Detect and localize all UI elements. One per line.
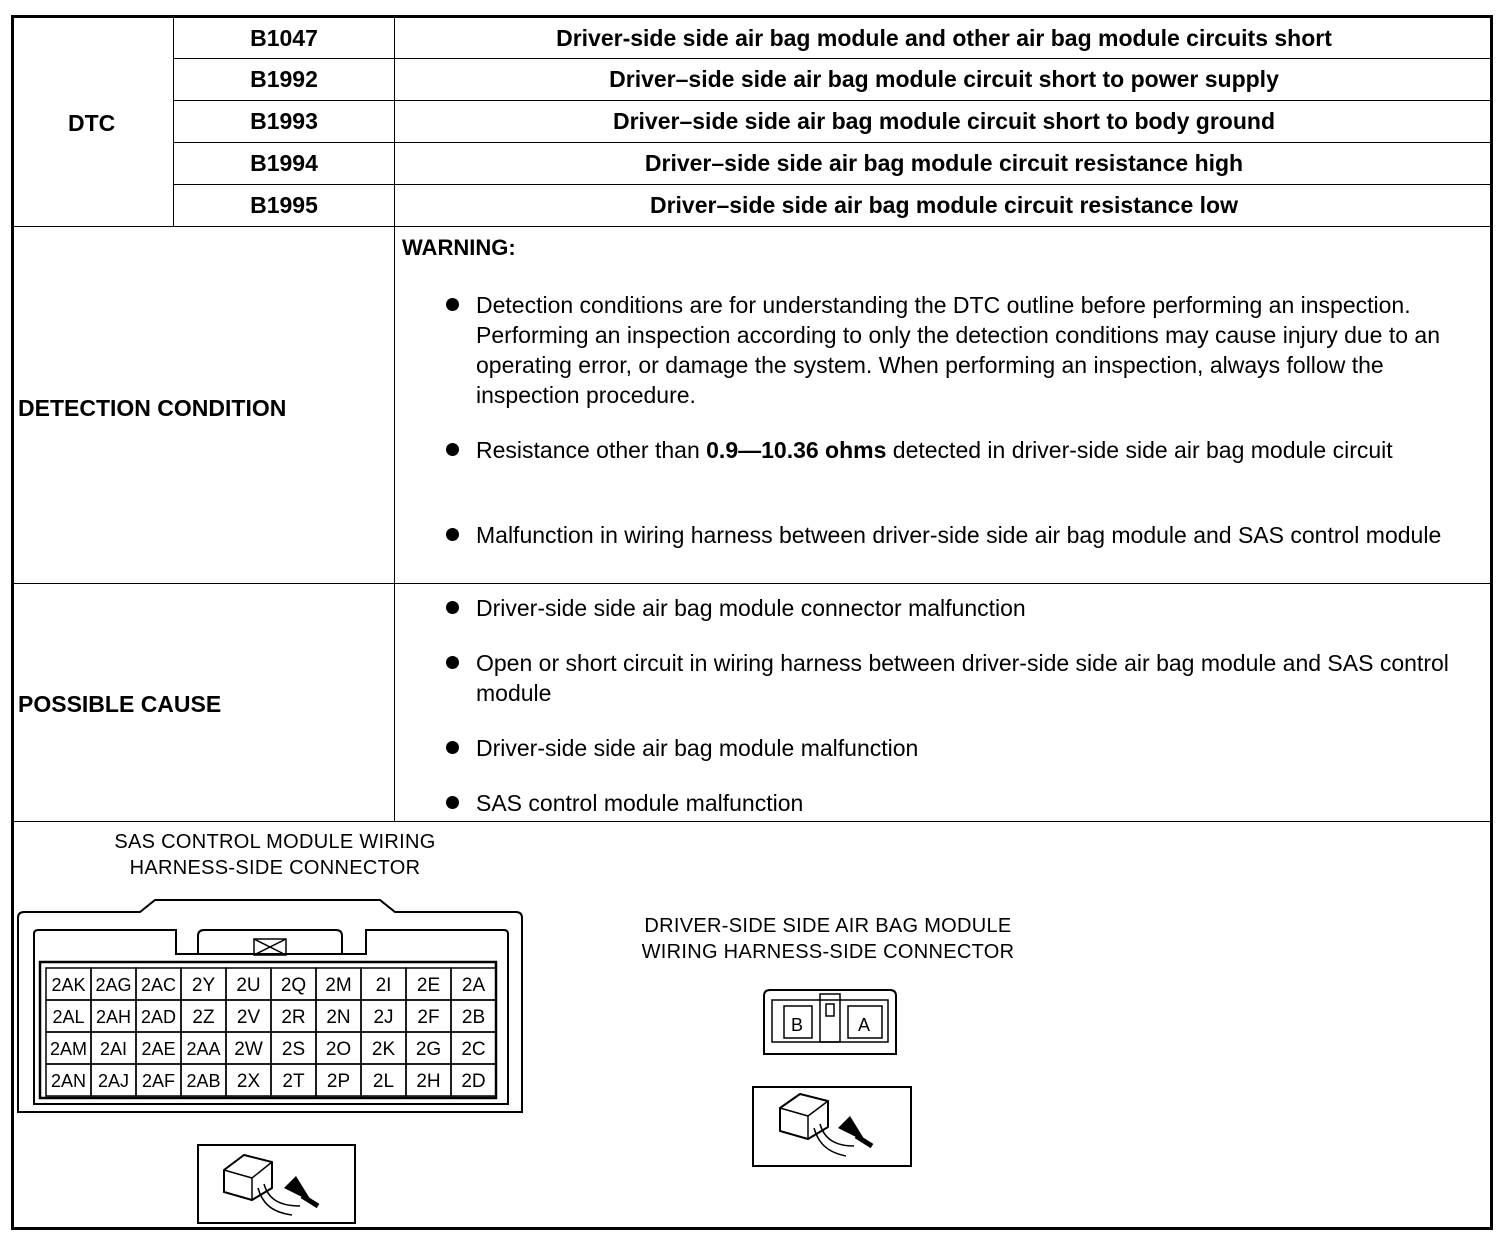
sas-pin-label: 2U	[236, 975, 261, 996]
sas-pin-label: 2Y	[191, 975, 216, 996]
possible-cause-label: POSSIBLE CAUSE	[18, 691, 222, 717]
sas-pin-label: 2I	[375, 975, 392, 996]
cause-item: Driver-side side air bag module connector malfunction	[476, 595, 1026, 621]
dtc-description: Driver–side side air bag module circuit resistance low	[649, 192, 1238, 218]
sas-pin-label: 2S	[281, 1039, 306, 1060]
airbag-pin-b: B	[790, 1015, 804, 1035]
resistance-value: 0.9—10.36 ohms	[706, 437, 887, 463]
sas-pin-label: 2AG	[95, 975, 132, 995]
dtc-description: Driver–side side air bag module circuit resistance high	[644, 150, 1244, 176]
airbag-connector	[764, 990, 896, 1054]
dtc-description: Driver–side side air bag module circuit short to power supply	[609, 66, 1279, 92]
cause-item: Open or short circuit in wiring harness between driver-side side air bag module and SAS control module	[476, 650, 1449, 706]
dtc-code: B1992	[250, 66, 318, 92]
sas-pin-label: 2AF	[141, 1071, 176, 1091]
sas-pin-label: 2J	[373, 1007, 394, 1028]
sas-pin-label: 2AC	[140, 975, 177, 995]
sas-pin-label: 2AH	[95, 1007, 132, 1027]
connector-probe-icon	[753, 1087, 911, 1166]
sas-pin-label: 2O	[325, 1039, 352, 1060]
sas-pin-label: 2D	[461, 1071, 486, 1092]
detection-condition-label: DETECTION CONDITION	[18, 395, 287, 421]
sas-pin-label: 2R	[281, 1007, 306, 1028]
airbag-connector-caption: DRIVER-SIDE SIDE AIR BAG MODULE WIRING HARNESS-SIDE CONNECTOR	[641, 915, 1015, 963]
sas-pin-label: 2Z	[192, 1007, 215, 1028]
dtc-code: B1994	[250, 150, 318, 176]
sas-pin-label: 2AK	[51, 975, 86, 995]
sas-pin-label: 2X	[236, 1071, 261, 1092]
dtc-code: B1047	[250, 24, 318, 51]
sas-pin-label: 2AN	[50, 1071, 87, 1091]
sas-pin-label: 2E	[416, 975, 441, 996]
dtc-code: B1995	[250, 192, 318, 218]
airbag-pin-a: A	[857, 1015, 871, 1035]
sas-pin-label: 2AA	[186, 1039, 221, 1059]
sas-pin-label: 2T	[282, 1071, 305, 1092]
sas-connector-caption: SAS CONTROL MODULE WIRING HARNESS-SIDE CONNECTOR	[114, 831, 436, 879]
resistance-condition: Resistance other than 0.9—10.36 ohms detected in driver-side side air bag module circuit	[476, 437, 1393, 463]
warning-text: Detection conditions are for understanding the DTC outline before performing an inspection. Performing an inspection according to only the detection conditions may cause injury due to an operating error, or damage the system. When performing an inspection, always follow the inspection procedure.	[476, 292, 1441, 408]
warning-title: WARNING:	[402, 235, 516, 260]
sas-pin-label: 2AL	[52, 1007, 85, 1027]
sas-pin-label: 2A	[461, 975, 486, 996]
dtc-description: Driver-side side air bag module and other air bag module circuits short	[556, 24, 1332, 51]
sas-pin-label: 2G	[415, 1039, 442, 1060]
sas-pin-label: 2AE	[141, 1039, 176, 1059]
sas-pin-label: 2N	[326, 1007, 351, 1028]
sas-pin-label: 2B	[461, 1007, 486, 1028]
cause-item: SAS control module malfunction	[476, 790, 804, 816]
sas-pin-label: 2Q	[280, 975, 307, 996]
sas-pin-label: 2K	[371, 1039, 396, 1060]
sas-pin-label: 2C	[461, 1039, 486, 1060]
sas-pin-label: 2W	[234, 1039, 263, 1060]
connector-probe-icon	[198, 1145, 355, 1223]
sas-pin-label: 2F	[417, 1007, 440, 1028]
sas-pin-label: 2V	[236, 1007, 261, 1028]
sas-pin-label: 2M	[325, 975, 352, 996]
cause-item: Driver-side side air bag module malfunction	[476, 735, 919, 761]
sas-pin-label: 2AI	[99, 1039, 128, 1059]
sas-connector	[18, 900, 522, 1112]
dtc-code: B1993	[250, 108, 318, 134]
dtc-label: DTC	[68, 110, 116, 136]
sas-pin-label: 2AM	[49, 1039, 88, 1059]
sas-pin-label: 2H	[416, 1071, 441, 1092]
sas-pin-label: 2AD	[140, 1007, 177, 1027]
sas-pin-label: 2P	[326, 1071, 351, 1092]
harness-condition: Malfunction in wiring harness between driver-side side air bag module and SAS control module	[476, 522, 1442, 548]
dtc-description: Driver–side side air bag module circuit short to body ground	[612, 108, 1275, 134]
sas-pin-grid	[46, 968, 496, 1096]
sas-pin-label: 2AB	[186, 1071, 221, 1091]
sas-pin-label: 2L	[372, 1071, 395, 1092]
sas-pin-label: 2AJ	[97, 1071, 130, 1091]
